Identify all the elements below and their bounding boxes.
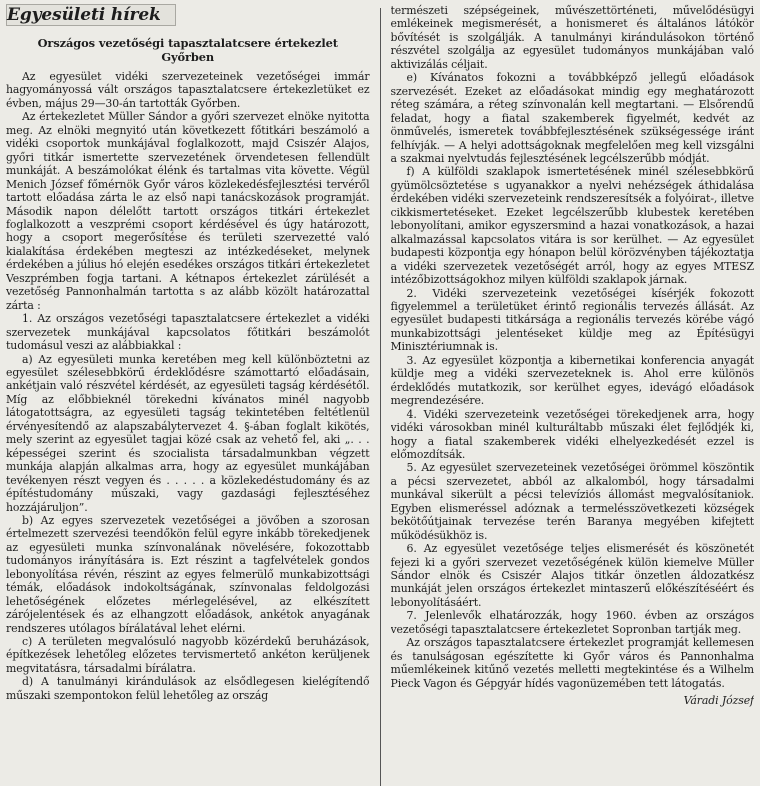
paragraph: 2. Vidéki szervezeteink vezetőségei kísérjék fokozott figyelemmel a területüket érintő regionális tervezés állását. Az egyesület budapesti titkársága a regionális tervezés körébe vágó munkabizottsági jelentéseket küldje meg az Építésügyi Minisztériumnak is. [390,286,754,354]
article-headline [6,36,370,64]
author-signature: Váradi József [683,694,754,708]
section-masthead: Egyesületi hírek [6,4,176,26]
headline-line-2: Győrben [161,50,215,64]
paragraph: b) Az egyes szervezetek vezetőségei a jövőben a szorosan értelmezett szervezési teendőkön felül egyre inkább törekedjenek az egyesületi munka színvonalának növelésére, fokozottabb tudományos irányítására is. Ezt részint a tagfelvételek gondos lebonyolítása révén, részint az egyes felmerülő munkabizottsági témák, előadások indokoltságának, színvonalas feldolgozási lehetőségének előzetes mérlegelésével, az elkészített zárójelentések és az elhangzott előadások, ankétok anyagának rendszeres utólagos bírálatával lehet elérni. [6,513,370,635]
paragraph: Az egyesület vidéki szervezeteinek vezetőségei immár hagyományossá vált országos tapasztalatcsere értekezletüket ez évben, május 29—30-án tartották Győrben. [6,70,370,110]
left-column [6,4,370,784]
paragraph: 1. Az országos vezetőségi tapasztalatcsere értekezlet a vidéki szervezetek munkájával kapcsolatos főtitkári beszámolót tudomásul veszi az alábbiakkal : [6,312,370,353]
paragraph: 4. Vidéki szervezeteink vezetőségei törekedjenek arra, hogy vidéki városokban minél kulturáltabb műszaki élet fejlődjék ki, hogy a fiatal szakemberek vidéki elhelyezkedését ezzel is előmozdítsák. [390,407,754,461]
paragraph: d) A tanulmányi kirándulások az elsődlegesen kielégítendő műszaki szempontokon felül lehetőleg az ország [6,675,370,702]
column-divider [380,8,381,786]
paragraph: 6. Az egyesület vezetősége teljes elismerését és köszönetét fejezi ki a győri szervezet vezetőségének külön kiemelve Müller Sándor elnök és Csiszér Alajos titkár önzetlen áldozatkész munkáját jelen országos értekezlet mintaszerű előkészítéséért és lebonyolításáért. [390,542,754,609]
paragraph: e) Kívánatos fokozni a továbbképző jellegű előadások szervezését. Ezeket az előadásokat mindig egy meghatározott réteg számára, a réteg színvonalán kell megtartani. — Elsőrendű feladat, hogy a fiatal szakemberek figyelmét, kedvét az önművelés, ismeretek továbbfejlesztésének szükségessége iránt felhívják. — A helyi adottságoknak megfelelően meg kell vizsgálni a szakmai nyelvtudás fejlesztésének legcélszerűbb módját. [390,71,754,165]
right-column [391,4,755,784]
paragraph: 5. Az egyesület szervezeteinek vezetőségei örömmel köszöntik a pécsi szervezetet, abból az alkalomból, hogy társadalmi munkával sikerült a pécsi televíziós állomást megvalósítaniok. Egyben elismeréssel adóznak a termelésszövetkezeti községek bekötőútjainak tervezése terén Baranya megyében kifejtett működésükhöz is. [390,461,754,542]
paragraph: természeti szépségeinek, művészettörténeti, művelődésügyi emlékeinek megismerését, a honismeret és általános látókör bővítését is szolgálják. A tanulmányi kirándulásokon történő részvétel szolgálja az egyesület tudományos munkájában való aktivizálás céljait. [390,4,754,71]
paragraph: a) Az egyesületi munka keretében meg kell különböztetni az egyesület szélesebbkörű érdeklődésre számottartó előadásain, ankétjain való részvétel kérdését, az egyesületi tagság kérdésétől. Míg az előbbieknél törekedni kívánatos minél nagyobb látogatottságra, az egyesületi tagság tekintetében feltétlenül érvényesítendő az alapszabálytervezet 4. §-ában foglalt kikötés, mely szerint az egyesület tagjai közé csak az vehető fel, aki „. . . képességei szerint és szocialista társadalmunkban végzett munkája alapján alkalmas arra, hogy az egyesület munkájában tevékenyen részt vegyen és . . . . . a közlekedéstudomány és az építéstudomány műszaki, vagy gazdasági fejlesztéséhez hozzájáruljon”. [6,352,370,514]
paragraph: 7. Jelenlevők elhatározzák, hogy 1960. évben az országos vezetőségi tapasztalatcsere értekezletet Sopronban tartják meg. [390,609,754,636]
headline-line-1: Országos vezetőségi tapasztalatcsere értekezlet [37,36,338,50]
paragraph: c) A területen megvalósuló nagyobb közérdekű beruházások, építkezések lehetőleg előzetes tervismertető ankéton kerüljenek megvitatásra, társadalmi bírálatra. [6,635,370,675]
paragraph: Az értekezletet Müller Sándor a győri szervezet elnöke nyitotta meg. Az elnöki megnyitó után következett főtitkári beszámoló a vidéki csoportok munkájával foglalkozott, majd Csiszér Alajos, győri titkár ismertette szervezetének örvendetesen fellendült munkáját. A beszámolókat élénk és tartalmas vita követte. Végül Menich József főmérnök Győr város közlekedésfejlesztési tervéről tartott előadása zárta le az első napi tanácskozások programját. Második napon délelőtt tartott országos titkári értekezlet foglalkozott a veszprémi csoport kérdésével és úgy határozott, hogy a csoport megerősítése és területi szervezetté való kialakítása érdekében megteszi az intézkedéseket, melynek érdekében a július hó elején esedékes országos titkári értekezletet Veszprémben fogja tartani. A kétnapos értekezlet zárülését a vezetőség Pannonhalmán tartotta s az alább közölt határozattal zárta : [6,110,370,312]
paragraph: Az országos tapasztalatcsere értekezlet programját kellemesen és tanulságosan egészítette ki Győr város és Pannonhalma műemlékeinek kitűnő vezetés melletti megtekintése és a Wilhelm Pieck Vagon és Gépgyár hídés vagonüzemében tett látogatás. [390,636,754,690]
paragraph: 3. Az egyesület központja a kibernetikai konferencia anyagát küldje meg a vidéki szervezeteknek is. Ahol erre különös érdeklődés mutatkozik, sor kerülhet egyes, idevágó előadások megrendezésére. [390,353,754,408]
paragraph: f) A külföldi szaklapok ismertetésének minél szélesebbkörű gyümölcsöztetése s ugyanakkor a nyelvi nehézségek áthidalása érdekében vidéki szervezeteink rendszeresítsék a folyóirat-, illetve cikkismertetéseket. Ezeket legcélszerűbb klubestek keretében lebonyolítani, amikor egyszersmind a hazai vonatkozások, a hazai alkalmazással kapcsolatos vitára is sor kerülhet. — Az egyesület budapesti központja egy hónapon belül körözvényben tájékoztatja a vidéki szervezetek vezetőségét arról, hogy az egyes MTESZ intézőbizottságokhoz milyen külföldi szaklapok járnak. [390,165,754,287]
